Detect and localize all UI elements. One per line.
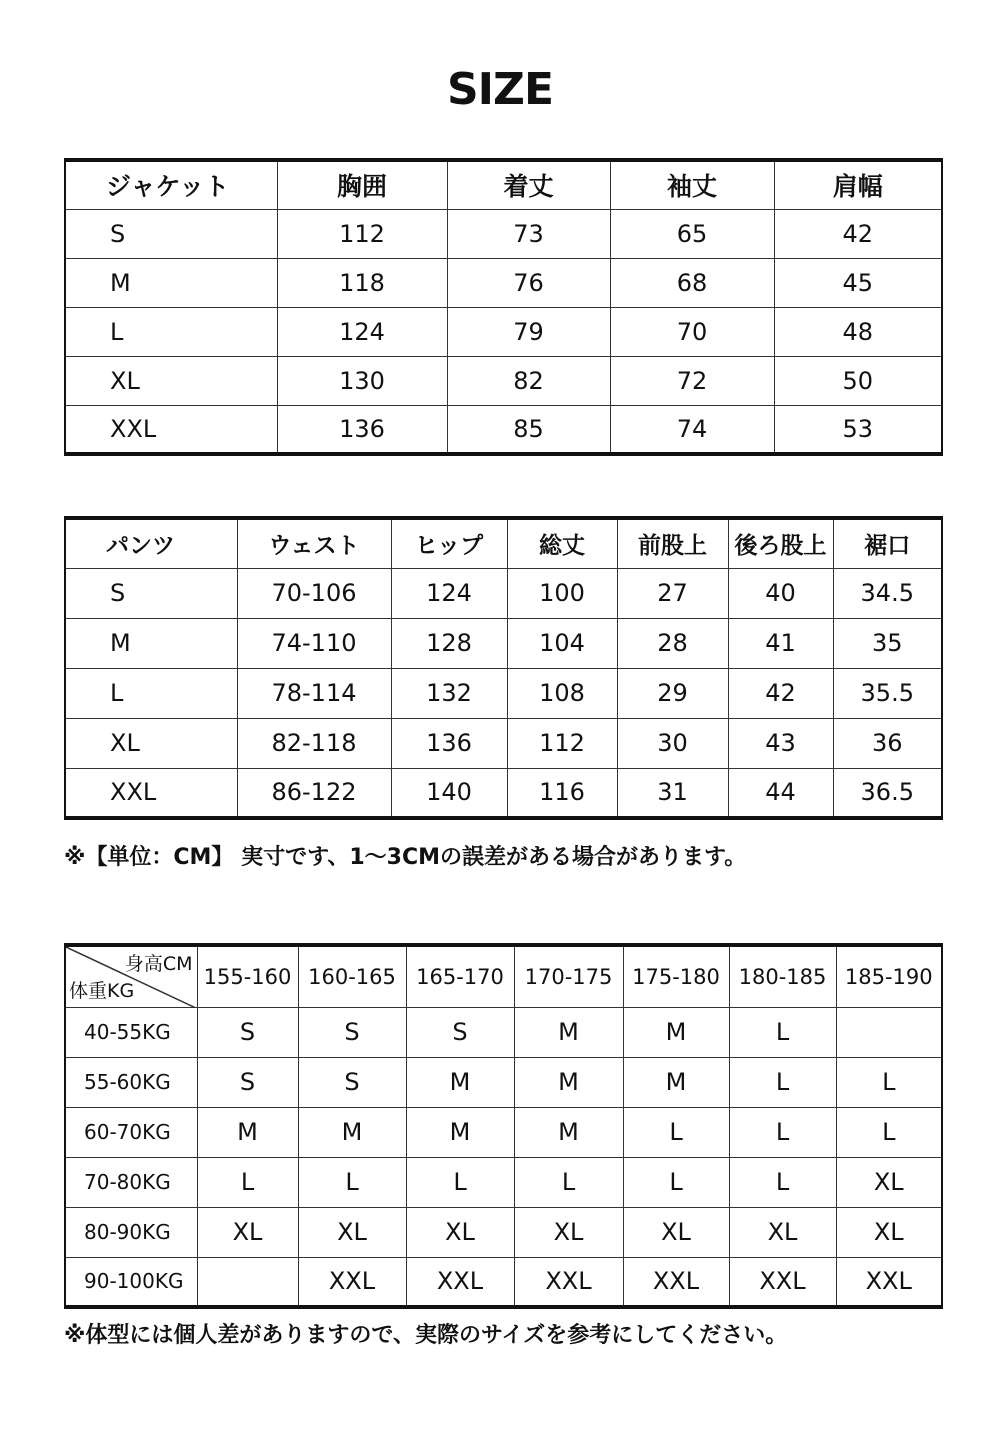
table-cell: 68 — [610, 258, 774, 307]
pants-size-table — [64, 516, 943, 820]
table-cell: 136 — [391, 718, 507, 768]
table-cell: S — [298, 1007, 406, 1057]
table-cell: 118 — [277, 258, 447, 307]
table-cell: 35 — [833, 618, 942, 668]
table-cell: 72 — [610, 356, 774, 405]
table-cell: XXL — [623, 1257, 729, 1307]
size-cell: L — [65, 307, 277, 356]
table-cell: 70-106 — [237, 568, 391, 618]
table-cell: 116 — [507, 768, 617, 818]
height-header: 180-185 — [729, 945, 836, 1007]
table-cell: 128 — [391, 618, 507, 668]
height-header: 155-160 — [197, 945, 298, 1007]
table-cell: 124 — [391, 568, 507, 618]
table-cell: 36.5 — [833, 768, 942, 818]
jacket-size-table — [64, 158, 943, 456]
table-cell — [197, 1257, 298, 1307]
table-cell: 43 — [728, 718, 833, 768]
weight-cell: 40-55KG — [65, 1007, 197, 1057]
table-header-row — [65, 945, 942, 1007]
table-cell: XL — [298, 1207, 406, 1257]
table-cell — [836, 1007, 942, 1057]
table-cell: S — [197, 1007, 298, 1057]
table-cell: 140 — [391, 768, 507, 818]
table-cell: 82 — [447, 356, 610, 405]
table-cell: 34.5 — [833, 568, 942, 618]
size-cell: M — [65, 258, 277, 307]
table-row — [65, 209, 942, 258]
jacket-header-length: 着丈 — [447, 160, 610, 209]
table-cell: 86-122 — [237, 768, 391, 818]
table-cell: XL — [406, 1207, 514, 1257]
height-header: 160-165 — [298, 945, 406, 1007]
table-cell: M — [514, 1107, 623, 1157]
weight-cell: 60-70KG — [65, 1107, 197, 1157]
table-cell: 27 — [617, 568, 728, 618]
table-cell: 70 — [610, 307, 774, 356]
table-cell: 124 — [277, 307, 447, 356]
table-row — [65, 618, 942, 668]
table-cell: 73 — [447, 209, 610, 258]
table-cell: 100 — [507, 568, 617, 618]
jacket-header-label: ジャケット — [65, 160, 277, 209]
table-row — [65, 405, 942, 454]
size-cell: XL — [65, 718, 237, 768]
table-cell: XXL — [406, 1257, 514, 1307]
table-row — [65, 568, 942, 618]
weight-cell: 70-80KG — [65, 1157, 197, 1207]
corner-weight-label: 体重KG — [69, 979, 135, 1002]
size-cell: L — [65, 668, 237, 718]
table-cell: S — [197, 1057, 298, 1107]
jacket-header-sleeve: 袖丈 — [610, 160, 774, 209]
table-cell: 78-114 — [237, 668, 391, 718]
height-header: 185-190 — [836, 945, 942, 1007]
table-cell: M — [298, 1107, 406, 1157]
corner-height-label: 身高CM — [124, 953, 193, 975]
table-cell: M — [623, 1007, 729, 1057]
weight-cell: 80-90KG — [65, 1207, 197, 1257]
size-cell: S — [65, 568, 237, 618]
pants-header-hip: ヒップ — [391, 518, 507, 568]
table-row — [65, 258, 942, 307]
table-cell: L — [623, 1157, 729, 1207]
weight-cell: 90-100KG — [65, 1257, 197, 1307]
table-cell: XL — [836, 1207, 942, 1257]
table-cell: 44 — [728, 768, 833, 818]
table-cell: L — [197, 1157, 298, 1207]
table-row — [65, 356, 942, 405]
table-cell: S — [298, 1057, 406, 1107]
table-header-row — [65, 160, 942, 209]
corner-cell — [65, 945, 197, 1007]
table-cell: 48 — [774, 307, 942, 356]
table-cell: M — [406, 1057, 514, 1107]
table-cell: 108 — [507, 668, 617, 718]
pants-header-back-rise: 後ろ股上 — [728, 518, 833, 568]
table-cell: XL — [729, 1207, 836, 1257]
table-cell: 40 — [728, 568, 833, 618]
table-cell: XL — [197, 1207, 298, 1257]
table-cell: 136 — [277, 405, 447, 454]
table-cell: 42 — [774, 209, 942, 258]
table-cell: L — [836, 1107, 942, 1157]
table-cell: S — [406, 1007, 514, 1057]
table-cell: L — [729, 1007, 836, 1057]
table-cell: 53 — [774, 405, 942, 454]
pants-header-waist: ウェスト — [237, 518, 391, 568]
page-title: SIZE — [446, 64, 554, 115]
table-cell: XL — [623, 1207, 729, 1257]
pants-header-front-rise: 前股上 — [617, 518, 728, 568]
table-row — [65, 307, 942, 356]
table-cell: 35.5 — [833, 668, 942, 718]
table-cell: 42 — [728, 668, 833, 718]
size-cell: M — [65, 618, 237, 668]
table-row — [65, 1207, 942, 1257]
table-cell: L — [729, 1157, 836, 1207]
table-cell: XXL — [729, 1257, 836, 1307]
table-cell: 45 — [774, 258, 942, 307]
size-cell: XL — [65, 356, 277, 405]
jacket-header-chest: 胸囲 — [277, 160, 447, 209]
table-cell: 74-110 — [237, 618, 391, 668]
table-cell: M — [623, 1057, 729, 1107]
table-row — [65, 768, 942, 818]
table-cell: XL — [514, 1207, 623, 1257]
table-row — [65, 1007, 942, 1057]
table-cell: 132 — [391, 668, 507, 718]
table-cell: L — [298, 1157, 406, 1207]
table-cell: XXL — [836, 1257, 942, 1307]
table-cell: 28 — [617, 618, 728, 668]
table-cell: L — [836, 1057, 942, 1107]
table-cell: L — [729, 1107, 836, 1157]
table-cell: L — [514, 1157, 623, 1207]
table-cell: 79 — [447, 307, 610, 356]
table-cell: M — [514, 1057, 623, 1107]
weight-cell: 55-60KG — [65, 1057, 197, 1107]
unit-note: ※【単位：CM】 実寸です、1～3CMの誤差がある場合があります。 — [64, 845, 747, 870]
size-cell: XXL — [65, 405, 277, 454]
table-cell: XXL — [298, 1257, 406, 1307]
table-cell: 65 — [610, 209, 774, 258]
height-header: 165-170 — [406, 945, 514, 1007]
height-header: 175-180 — [623, 945, 729, 1007]
table-cell: M — [197, 1107, 298, 1157]
table-row — [65, 1157, 942, 1207]
table-row — [65, 1057, 942, 1107]
table-cell: M — [406, 1107, 514, 1157]
table-cell: L — [729, 1057, 836, 1107]
size-cell: XXL — [65, 768, 237, 818]
body-type-note: ※体型には個人差がありますので、実際のサイズを参考にしてください。 — [64, 1323, 788, 1348]
table-header-row — [65, 518, 942, 568]
table-row — [65, 1107, 942, 1157]
pants-header-hem: 裾口 — [833, 518, 942, 568]
pants-header-label: パンツ — [65, 518, 237, 568]
table-cell: 85 — [447, 405, 610, 454]
table-cell: 31 — [617, 768, 728, 818]
table-cell: 41 — [728, 618, 833, 668]
table-row — [65, 668, 942, 718]
table-row — [65, 718, 942, 768]
jacket-header-shoulder: 肩幅 — [774, 160, 942, 209]
size-cell: S — [65, 209, 277, 258]
table-cell: 82-118 — [237, 718, 391, 768]
table-cell: 112 — [277, 209, 447, 258]
table-cell: L — [406, 1157, 514, 1207]
table-cell: XXL — [514, 1257, 623, 1307]
fit-guide-table — [64, 943, 943, 1309]
table-cell: 76 — [447, 258, 610, 307]
table-cell: 112 — [507, 718, 617, 768]
table-cell: 30 — [617, 718, 728, 768]
table-cell: 104 — [507, 618, 617, 668]
table-cell: XL — [836, 1157, 942, 1207]
table-cell: 29 — [617, 668, 728, 718]
table-cell: 50 — [774, 356, 942, 405]
table-cell: M — [514, 1007, 623, 1057]
table-cell: 74 — [610, 405, 774, 454]
table-cell: 36 — [833, 718, 942, 768]
table-cell: L — [623, 1107, 729, 1157]
pants-header-total-length: 総丈 — [507, 518, 617, 568]
table-row — [65, 1257, 942, 1307]
height-header: 170-175 — [514, 945, 623, 1007]
table-cell: 130 — [277, 356, 447, 405]
